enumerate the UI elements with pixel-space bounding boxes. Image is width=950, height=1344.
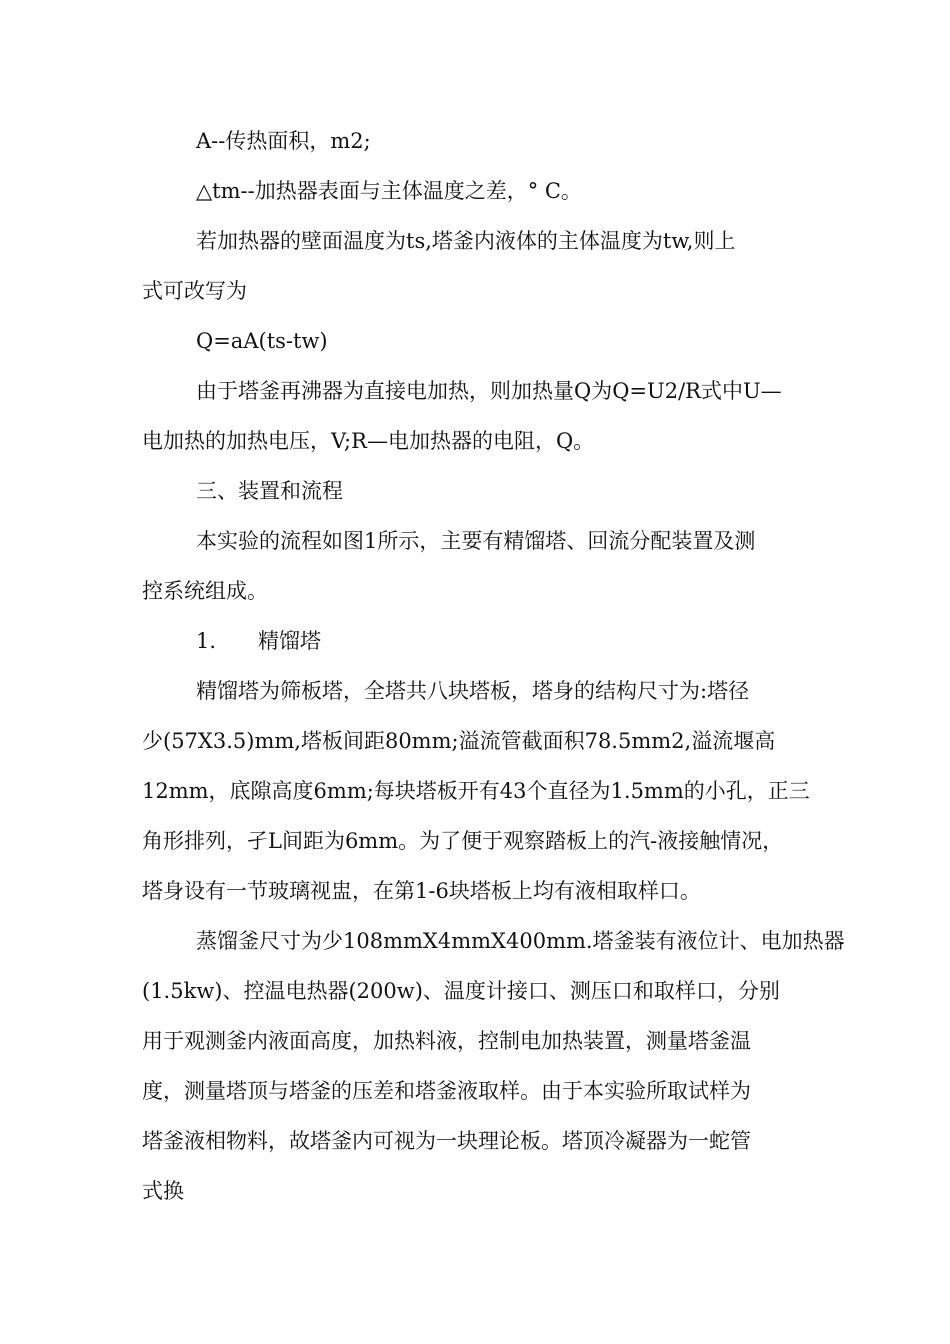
text-line: 控系统组成。 — [142, 579, 268, 603]
text-line: 式可改写为 — [142, 279, 247, 303]
section-heading: 三、装置和流程 — [196, 479, 343, 503]
text-line: (1.5kw)、控温电热器(200w)、温度计接口、测压口和取样口，分别 — [142, 979, 780, 1003]
text-line: 蒸馏釜尺寸为少108mmX4mmX400mm.塔釜装有液位计、电加热器 — [196, 929, 845, 953]
text-line: △tm--加热器表面与主体温度之差，° C。 — [196, 179, 582, 203]
text-line: 精馏塔为筛板塔，全塔共八块塔板，塔身的结构尺寸为:塔径 — [196, 679, 750, 703]
subsection-heading: 1. 精馏塔 — [196, 629, 322, 653]
text-line: 式换 — [142, 1179, 184, 1203]
text-line: 角形排列，孑L间距为6mm。为了便于观察踏板上的汽-液接触情况， — [142, 829, 784, 853]
text-line: Q=aA(ts-tw) — [196, 329, 328, 353]
text-line: 电加热的加热电压，V;R—电加热器的电阻，Q。 — [142, 429, 595, 453]
text-line: 由于塔釜再沸器为直接电加热，则加热量Q为Q=U2/R式中U— — [196, 379, 782, 403]
text-line: 塔釜液相物料，故塔釜内可视为一块理论板。塔顶冷凝器为一蛇管 — [142, 1129, 751, 1153]
text-line: 若加热器的壁面温度为ts,塔釜内液体的主体温度为tw,则上 — [196, 229, 736, 253]
text-line: 用于观测釜内液面高度，加热料液，控制电加热装置，测量塔釜温 — [142, 1029, 751, 1053]
text-line: 塔身设有一节玻璃视盅，在第1-6块塔板上均有液相取样口。 — [142, 879, 701, 903]
text-line: 本实验的流程如图1所示，主要有精馏塔、回流分配装置及测 — [196, 529, 756, 553]
text-line: 度，测量塔顶与塔釜的压差和塔釜液取样。由于本实验所取试样为 — [142, 1079, 751, 1103]
text-line: 12mm，底隙高度6mm;每块塔板开有43个直径为1.5mm的小孔，正三 — [142, 779, 810, 803]
text-line: A--传热面积，m2; — [196, 129, 371, 153]
text-line: 少(57X3.5)mm,塔板间距80mm;溢流管截面积78.5mm2,溢流堰高 — [142, 729, 776, 753]
